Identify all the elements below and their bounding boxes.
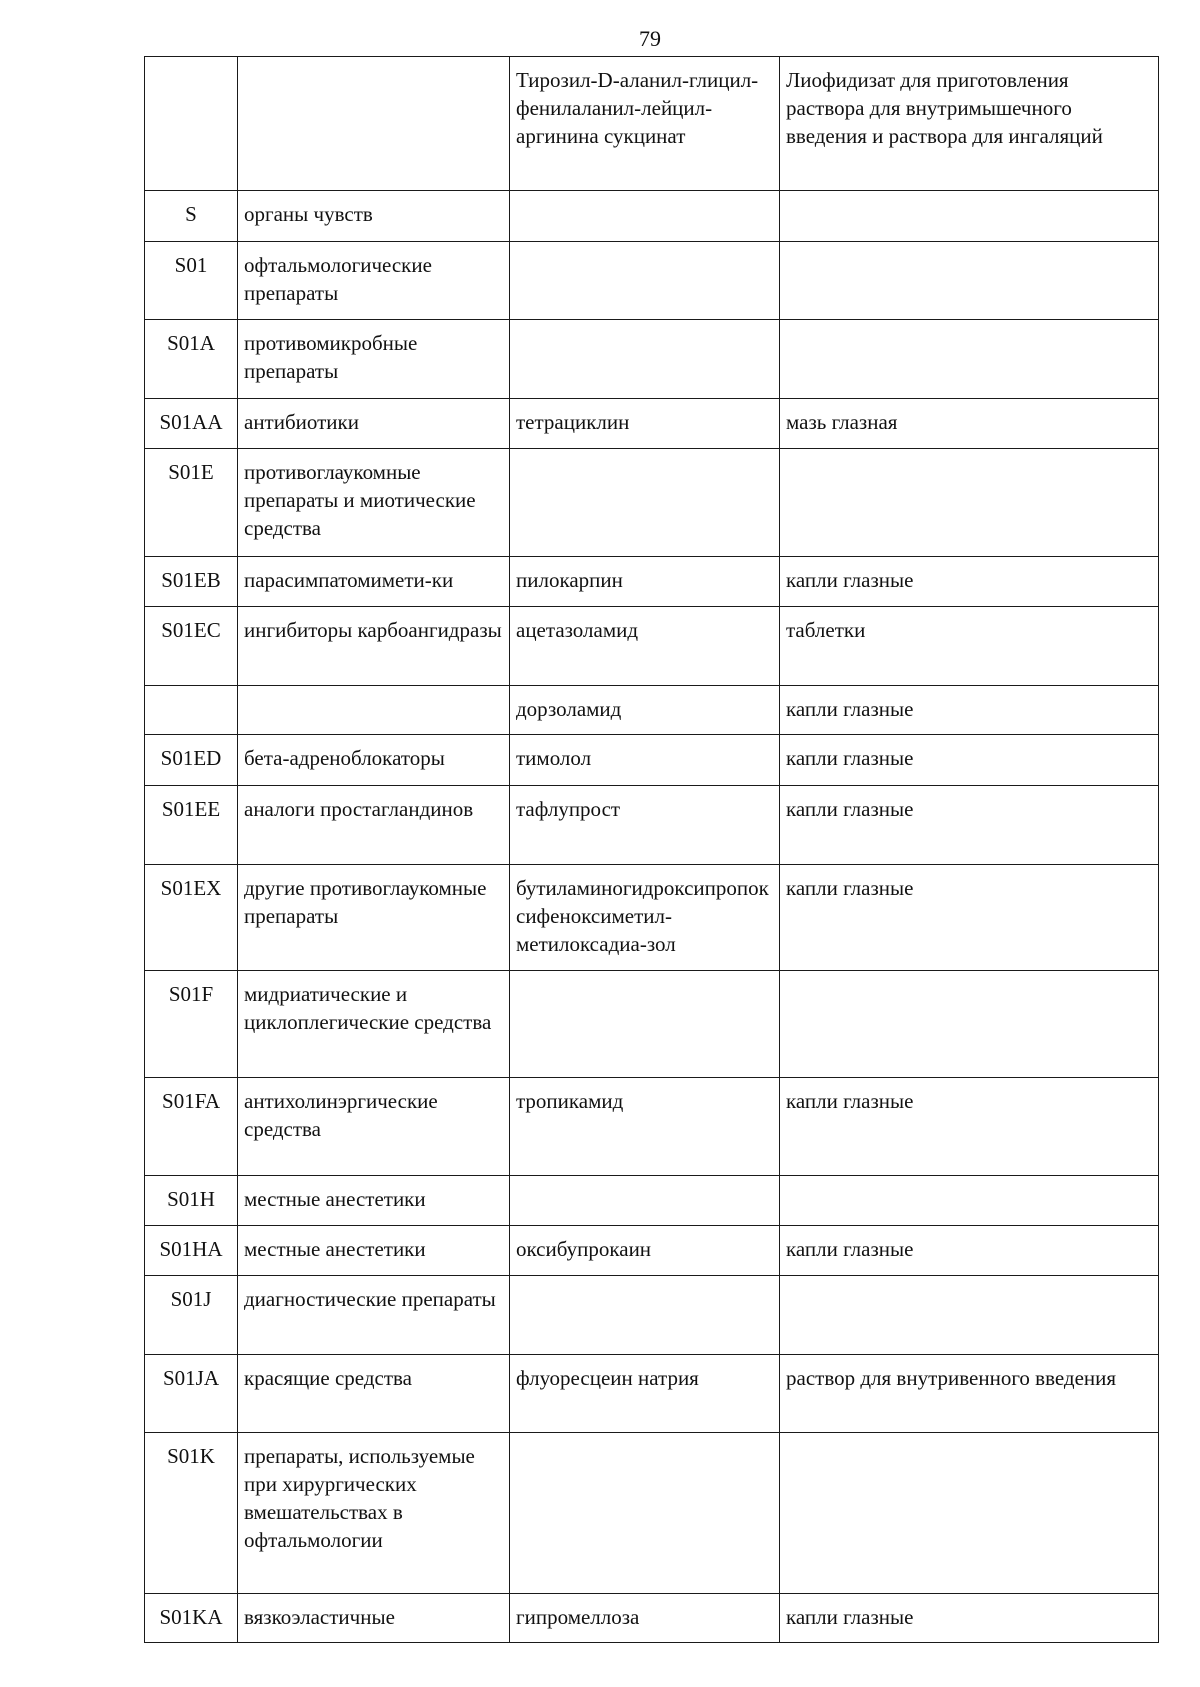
dosage-form-cell: капли глазные <box>780 786 1159 865</box>
table-row <box>145 399 1159 449</box>
table-row <box>145 449 1159 557</box>
atc-code-cell: S01KA <box>145 1594 238 1643</box>
drug-name-cell: тетрациклин <box>510 399 780 449</box>
pharmacological-group-cell: местные анестетики <box>238 1176 510 1226</box>
dosage-form-cell: Лиофидизат для приготовления раствора для внутримышечного введения и раствора для ингаляций <box>780 57 1159 191</box>
drug-name-cell <box>510 191 780 242</box>
table-row <box>145 1355 1159 1433</box>
dosage-form-cell: капли глазные <box>780 1078 1159 1176</box>
drug-name-cell: оксибупрокаин <box>510 1226 780 1276</box>
drug-name-cell: пилокарпин <box>510 557 780 607</box>
atc-code-cell: S01 <box>145 242 238 320</box>
pharmacological-group-cell: антихолинэргические средства <box>238 1078 510 1176</box>
table-row <box>145 607 1159 686</box>
pharmacological-group-cell: противомикробные препараты <box>238 320 510 399</box>
pharmacological-group-cell: офтальмологические препараты <box>238 242 510 320</box>
drug-name-cell <box>510 1276 780 1355</box>
dosage-form-cell: капли глазные <box>780 686 1159 735</box>
table-row <box>145 1226 1159 1276</box>
atc-code-cell: S01EE <box>145 786 238 865</box>
dosage-form-cell: капли глазные <box>780 865 1159 971</box>
dosage-form-cell: таблетки <box>780 607 1159 686</box>
dosage-form-cell <box>780 320 1159 399</box>
drug-name-cell: ацетазоламид <box>510 607 780 686</box>
pharmacological-group-cell: красящие средства <box>238 1355 510 1433</box>
atc-code-cell: S01F <box>145 971 238 1078</box>
drug-name-cell <box>510 449 780 557</box>
table-row <box>145 57 1159 191</box>
atc-code-cell: S01J <box>145 1276 238 1355</box>
pharmacological-group-cell: аналоги простагландинов <box>238 786 510 865</box>
pharmacological-group-cell: органы чувств <box>238 191 510 242</box>
drug-name-cell: бутиламиногидроксипропоксифеноксиметил-метилоксадиа-зол <box>510 865 780 971</box>
drug-name-cell: тафлупрост <box>510 786 780 865</box>
pharmacological-group-cell: диагностические препараты <box>238 1276 510 1355</box>
drug-name-cell: дорзоламид <box>510 686 780 735</box>
table-row <box>145 557 1159 607</box>
atc-code-cell: S01K <box>145 1433 238 1594</box>
dosage-form-cell <box>780 242 1159 320</box>
table-row <box>145 191 1159 242</box>
drug-name-cell: тропикамид <box>510 1078 780 1176</box>
drug-name-cell <box>510 242 780 320</box>
dosage-form-cell <box>780 191 1159 242</box>
atc-code-cell: S01H <box>145 1176 238 1226</box>
atc-code-cell: S01EC <box>145 607 238 686</box>
atc-code-cell: S01ED <box>145 735 238 786</box>
atc-code-cell: S01EX <box>145 865 238 971</box>
atc-code-cell: S01FA <box>145 1078 238 1176</box>
atc-code-cell: S01JA <box>145 1355 238 1433</box>
dosage-form-cell: капли глазные <box>780 735 1159 786</box>
table-row <box>145 971 1159 1078</box>
drug-name-cell <box>510 320 780 399</box>
table-row <box>145 242 1159 320</box>
dosage-form-cell: капли глазные <box>780 1226 1159 1276</box>
dosage-form-cell: раствор для внутривенного введения <box>780 1355 1159 1433</box>
table-body <box>145 57 1159 1643</box>
dosage-form-cell <box>780 1433 1159 1594</box>
table-row <box>145 865 1159 971</box>
drug-name-cell: гипромеллоза <box>510 1594 780 1643</box>
table-row <box>145 1078 1159 1176</box>
pharmacological-group-cell: препараты, используемые при хирургических вмешательствах в офтальмологии <box>238 1433 510 1594</box>
page-number: 79 <box>639 26 661 51</box>
table-row <box>145 320 1159 399</box>
atc-code-cell: S <box>145 191 238 242</box>
table-row <box>145 1276 1159 1355</box>
atc-code-cell: S01E <box>145 449 238 557</box>
pharmacological-group-cell: бета-адреноблокаторы <box>238 735 510 786</box>
pharmacological-group-cell: местные анестетики <box>238 1226 510 1276</box>
atc-code-cell <box>145 57 238 191</box>
drug-name-cell: Тирозил-D-аланил-глицил-фенилаланил-лейцил-аргинина сукцинат <box>510 57 780 191</box>
dosage-form-cell <box>780 1276 1159 1355</box>
atc-code-cell: S01A <box>145 320 238 399</box>
pharmacological-group-cell: ингибиторы карбоангидразы <box>238 607 510 686</box>
dosage-form-cell: капли глазные <box>780 557 1159 607</box>
drug-name-cell <box>510 971 780 1078</box>
table-row <box>145 786 1159 865</box>
dosage-form-cell <box>780 971 1159 1078</box>
table-row <box>145 1433 1159 1594</box>
dosage-form-cell <box>780 1176 1159 1226</box>
atc-code-cell <box>145 686 238 735</box>
table-row <box>145 735 1159 786</box>
pharmacological-group-cell: другие противоглаукомные препараты <box>238 865 510 971</box>
drug-name-cell: тимолол <box>510 735 780 786</box>
atc-code-cell: S01HA <box>145 1226 238 1276</box>
drug-name-cell: флуоресцеин натрия <box>510 1355 780 1433</box>
dosage-form-cell <box>780 449 1159 557</box>
atc-code-cell: S01AA <box>145 399 238 449</box>
drug-name-cell <box>510 1176 780 1226</box>
drug-name-cell <box>510 1433 780 1594</box>
dosage-form-cell: мазь глазная <box>780 399 1159 449</box>
pharmacological-group-cell <box>238 686 510 735</box>
pharmacological-group-cell: мидриатические и циклоплегические средства <box>238 971 510 1078</box>
atc-code-cell: S01EB <box>145 557 238 607</box>
drug-classification-table <box>144 56 1159 1643</box>
pharmacological-group-cell: противоглаукомные препараты и миотические средства <box>238 449 510 557</box>
pharmacological-group-cell: вязкоэластичные <box>238 1594 510 1643</box>
table-row <box>145 1176 1159 1226</box>
pharmacological-group-cell <box>238 57 510 191</box>
table-row <box>145 1594 1159 1643</box>
pharmacological-group-cell: антибиотики <box>238 399 510 449</box>
table-row <box>145 686 1159 735</box>
pharmacological-group-cell: парасимпатомимети-ки <box>238 557 510 607</box>
dosage-form-cell: капли глазные <box>780 1594 1159 1643</box>
